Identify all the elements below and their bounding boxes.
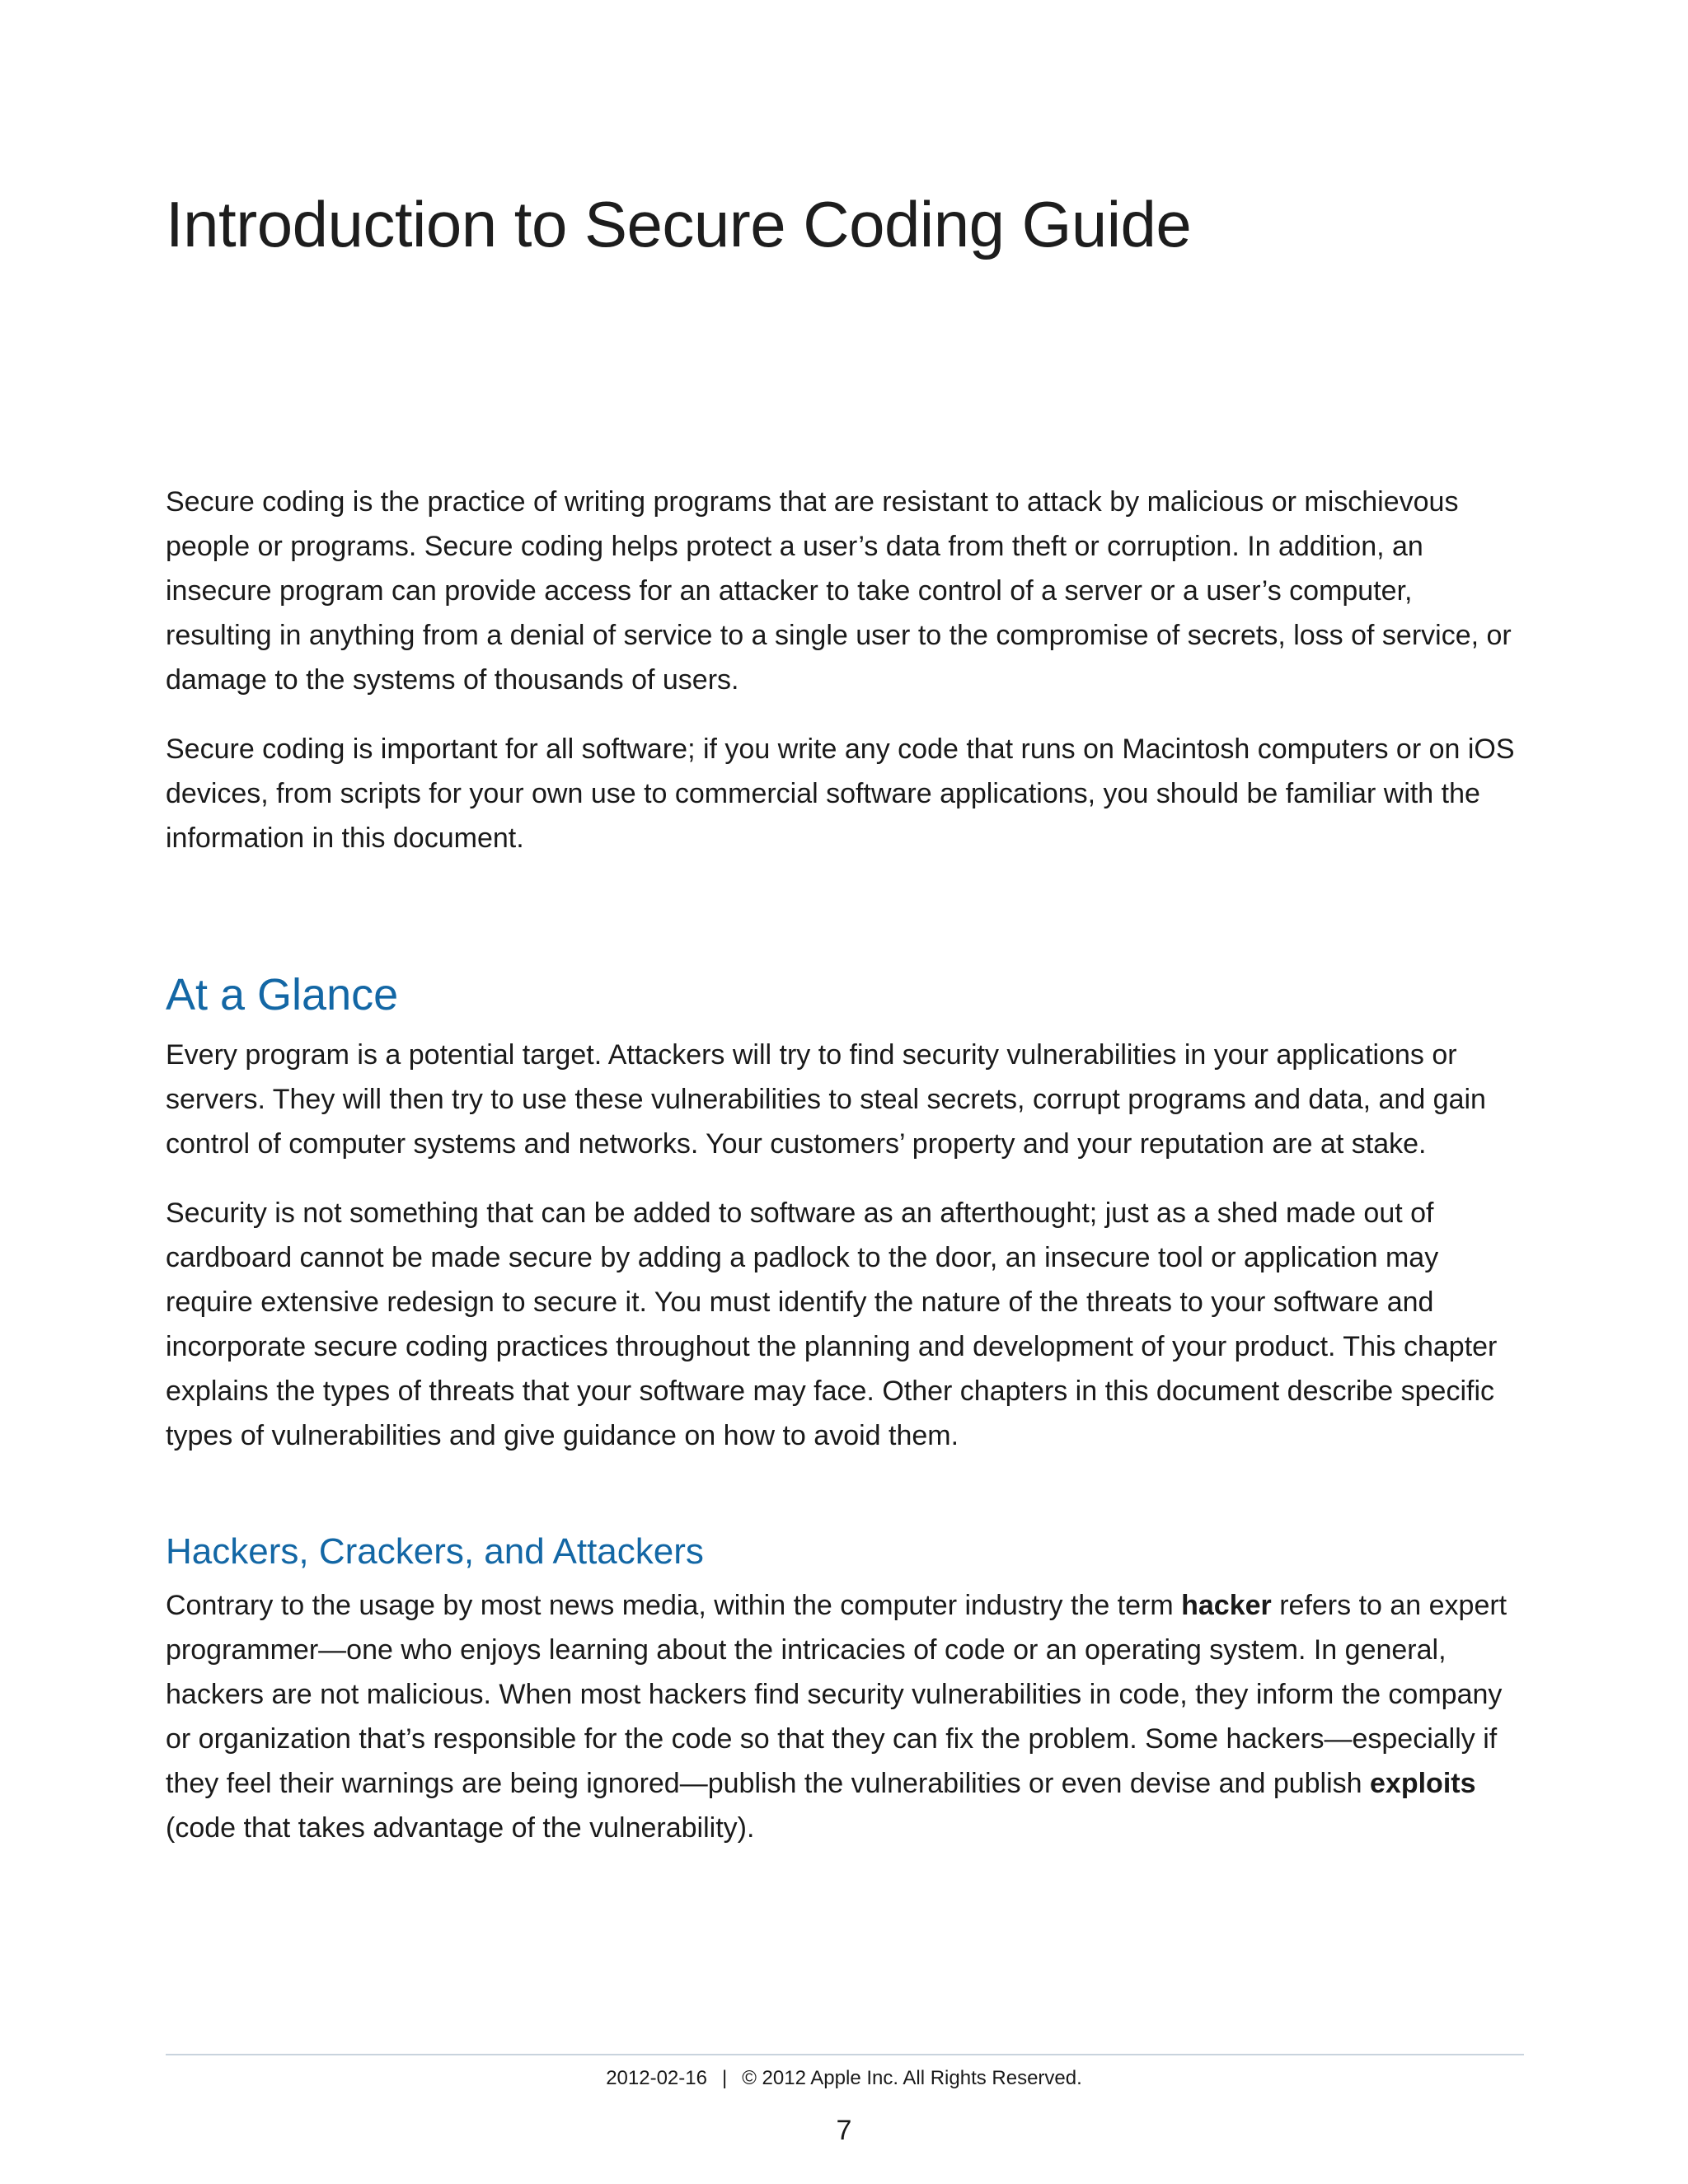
hackers-text-part-3: (code that takes advantage of the vulnerability).	[166, 1812, 755, 1844]
footer-copyright: © 2012 Apple Inc. All Rights Reserved.	[742, 2067, 1082, 2089]
hackers-heading: Hackers, Crackers, and Attackers	[166, 1531, 704, 1572]
hackers-section	[166, 1529, 1524, 1850]
intro-paragraph-1: Secure coding is the practice of writing programs that are resistant to attack by malicious or mischievous people or programs. Secure coding helps protect a user’s data from theft or corruption. In addition, an insecure program can provide access for an attacker to take control of a server or a user’s computer, resulting in anything from a denial of service to a single user to the compromise of secrets, loss of service, or damage to the systems of thousands of users.	[166, 486, 1512, 696]
page-title: Introduction to Secure Coding Guide	[166, 188, 1192, 260]
intro-paragraph-2: Secure coding is important for all software; if you write any code that runs on Macintosh computers or on iOS devices, from scripts for your own use to commercial software applications, you should be familiar with the information in this document.	[166, 733, 1515, 854]
hackers-text-part-1: Contrary to the usage by most news media, within the computer industry the term	[166, 1590, 1182, 1621]
footer-separator: |	[721, 2067, 728, 2089]
term-hacker: hacker	[1181, 1590, 1272, 1621]
page-number: 7	[836, 2115, 852, 2146]
term-exploits: exploits	[1370, 1768, 1476, 1799]
at-a-glance-section	[166, 968, 1524, 1458]
hackers-paragraph	[166, 1583, 1524, 1850]
hackers-text-part-2: refers to an expert programmer—one who enjoys learning about the intricacies of code or an operating system. In general, hackers are not malicious. When most hackers find security vulnerabilities in code, they inform the company or organization that’s responsible for the code so that they can fix the problem. Some hackers—especially if they feel their warnings are being ignored—publish the vulnerabilities or even devise and publish	[166, 1590, 1507, 1799]
intro-section	[166, 480, 1524, 860]
footer-divider	[166, 2054, 1524, 2055]
at-a-glance-heading: At a Glance	[166, 970, 399, 1019]
footer-date: 2012-02-16	[606, 2067, 707, 2089]
glance-paragraph-2: Security is not something that can be added to software as an afterthought; just as a shed made out of cardboard cannot be made secure by adding a padlock to the door, an insecure tool or application may require extensive redesign to secure it. You must identify the nature of the threats to your software and incorporate secure coding practices throughout the planning and development of your product. This chapter explains the types of threats that your software may face. Other chapters in this document describe specific types of vulnerabilities and give guidance on how to avoid them.	[166, 1197, 1498, 1451]
glance-paragraph-1: Every program is a potential target. Attackers will try to find security vulnerabilities in your applications or servers. They will then try to use these vulnerabilities to steal secrets, corrupt programs and data, and gain control of computer systems and networks. Your customers’ property and your reputation are at stake.	[166, 1039, 1486, 1160]
footer	[0, 2067, 1688, 2090]
